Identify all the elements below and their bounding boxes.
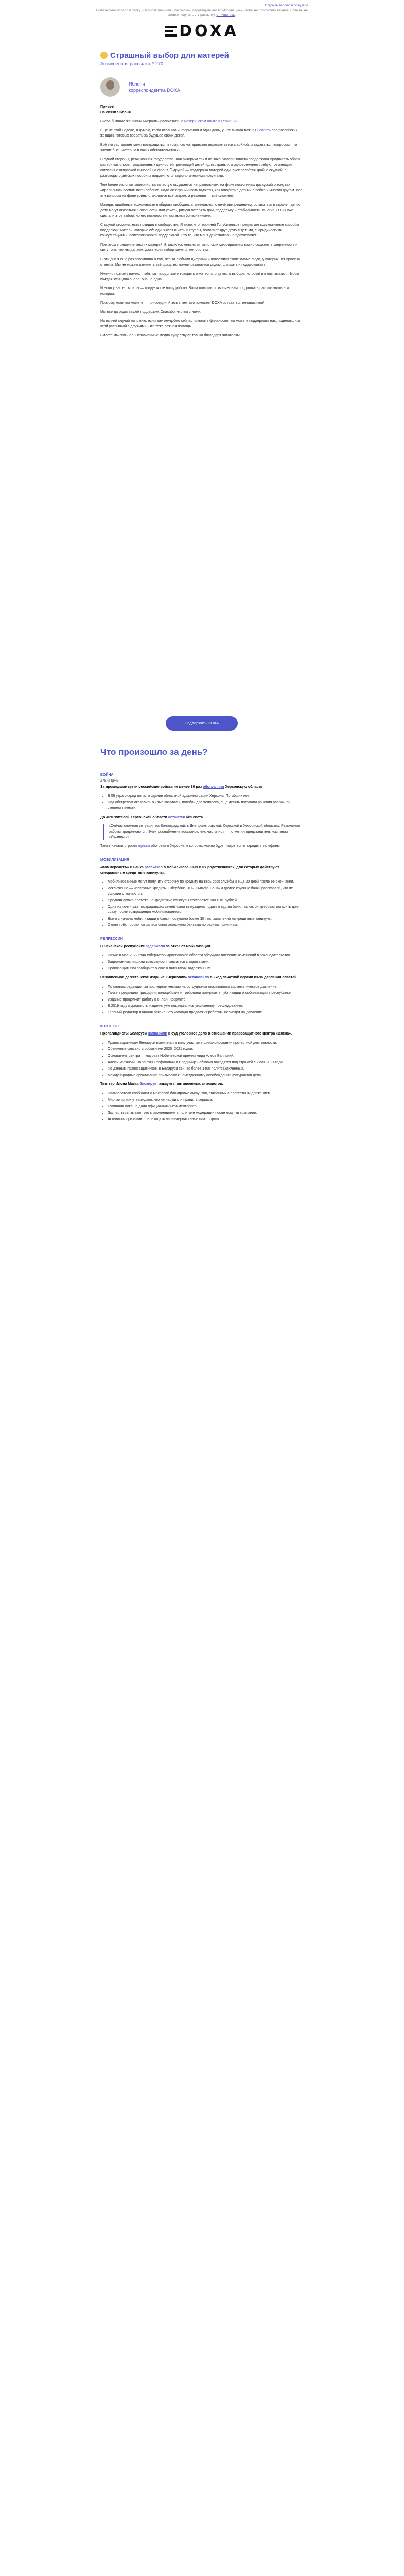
intro-paragraph: Именно поэтому важно, чтобы мы продолжали говорить о матерях, о детях, о выборе, который им навязывают. Чтобы каждая женщина знала: она не одна. [100,272,300,281]
list-item: • Многие из них утверждают, что не нарушали правила сервиса. [108,1098,304,1104]
intro-paragraph: На всякий случай напомню: если вам неудобно сейчас помогать финансово, вы можете поддержать нас, поделившись этой рассылкой с друзьями. Это тоже важная помощь. [100,319,301,329]
intro-paragraph: Матери, лишённые возможности выбирать свободно, сталкиваются с нелёгким решением: оставаться в стране, где их дети могут оказаться в опасности, или уехать, рискуя потерять дом, поддержку и стабильность. Многие из них уже сделали этот выбор, но его последствия остаются болезненными. [100,203,300,218]
repressions-list [100,953,304,972]
issue-title [100,51,229,60]
list-item: • Правозащитникам Беларуси вменяется в вину участие в финансировании протестной деятельности. [108,1041,304,1046]
news-section-title: Что произошло за день? [100,747,208,757]
list-item: • Активисты призывают переходить на альтернативные платформы. [108,1117,304,1123]
news-link[interactable]: остановило [188,976,209,980]
intro-paragraph: С другой стороны, есть позиция в сообществе. Я знаю, что героиней Голубятников предлагает коллективные способы поддержки: матери, которые объединяются в чаты и группы, помогают друг другу с детьми, с юридическими консультациями, психологической поддержкой. Это то, что меня действительно вдохновляет. [100,223,300,238]
news-link[interactable]: рассказал [144,866,163,870]
context-list [100,1041,304,1079]
list-item: • Исключение — ипотечные кредиты. Сбербанк, ВТБ, «Альфа-Банк» и другие крупные банки рассказали, что их условия отличаются. [108,886,304,897]
news-paragraph: Также начали строить [100,844,137,848]
greeting: Привет! [100,105,115,109]
intro-paragraph: Мы всегда рады вашей поддержке. Спасибо, что вы с нами. [100,310,201,314]
intro-link[interactable]: материнском опыте в Германии [184,120,238,124]
top-note-text: Если письмо попало в папку «Промоакции» или «Рассылки», перетащите его во «Входящие», чтобы не пропустить важное. Если вы не хотите получать эту рассылку, [96,9,308,17]
list-item: • Обвинение связано с событиями 2020–2021 годов. [108,1047,304,1053]
news-lead-tail: Херсонскую область [225,785,263,789]
list-item: • Около трёх процентов заявок были отклонены банками по разным причинам. [108,923,304,928]
news-link[interactable]: остаются [168,815,185,819]
context-list-2 [100,1091,304,1123]
list-item: • Позже в мае 2022 года губернатор Ярославской области обсуждал внесение изменений в законодательство. [108,953,304,959]
mobilization-list [100,879,304,928]
news-body [100,773,304,1126]
quote-block: «Сейчас сложная ситуация на Волгоградской, в Днепропетровской, Одесской и Херсонской областях. Ремонтные работы продолжаются. Электроснабжение восстановлено частично», — отметил представитель компании «Укрэнерго». [103,824,304,840]
news-lead: Пропагандисты Беларуси [100,1032,147,1036]
emoji-icon [100,52,108,59]
intro-text [100,105,304,343]
news-lead-tail: без света [186,815,203,819]
intro-paragraph: Вчера бывшие женщины-мигранты рассказали, о [100,120,183,124]
intro-paragraph: Вместе мы сильнее. Независимые медиа существуют только благодаря читателям. [100,334,241,337]
list-item: • Под обстрелом оказались жилые кварталы, погибли два человека, ещё десять получили ранения различной степени тяжести. [108,800,304,811]
brand-logo[interactable] [0,22,404,40]
intro-paragraph-tail: . [237,120,239,124]
support-doxa-button[interactable]: Поддержать DOXA [166,716,238,731]
browser-version-link[interactable]: Открыть версию в браузере [265,4,308,7]
list-item: • Правозащитники сообщают о ещё о пяти таких задержанных. [108,966,304,972]
repressions-heading: РЕПРЕССИИ [100,937,123,941]
intro-paragraph: Тем более это опыт материнства зачастую ощущается неправильным: на фоне постоянных дискуссий о том, как «правильно» воспитывать ребёнка, надо ли ограничивать гаджеты, как говорить с детьми о войне и многом другом. Всё эти вопросы на фоне войны становятся всё острее, а решения — всё сложнее. [100,183,303,198]
list-item: • Издание продолжит работу в онлайн-формате. [108,997,304,1003]
war-date: 278-й день [100,778,119,783]
news-link[interactable]: задержали [146,944,165,948]
author-name: Яблоня [129,81,145,87]
war-list [100,794,304,811]
list-item: • Основатель центра — лауреат Нобелевской премии мира Алесь Беляцкий. [108,1054,304,1059]
intro-paragraph: Ещё не этой неделе, я думаю, когда всплыла информация и один день, у нее вышла важная [100,128,257,132]
intro-paragraph: При этом в решение многих матерей. В таких маленьких активистских мероприятиях важно сохранять уверенность и силу того, что мы делаем, даже если выбор кажется непростым. [100,243,298,252]
news-lead-tail: за отказ от мобилизации. [166,944,212,948]
news-lead-tail: аккаунты антивоенных активистов. [159,1082,223,1087]
list-item: • В 08 утра снаряд попал в здание областной администрации Херсона. Погибших нет. [108,794,304,800]
top-note-line [0,8,404,18]
intro-paragraph: И если у вас есть силы — поддержите нашу работу. Ваша помощь позволяет нам продолжать рассказывать эти истории. [100,286,289,296]
list-item: • Алесь Беляцкий, Валентин Стефанович и Владимир Лабкович находятся под стражей с июля 2021 года. [108,1060,304,1066]
mobilization-heading: МОБИЛИЗАЦИЯ [100,858,129,862]
list-item: • В 2019 году журналисты издания уже подвергались уголовному преследованию. [108,1004,304,1009]
top-unsubscribe-link[interactable]: отпишитесь [216,13,235,17]
intro-link[interactable]: новость [257,128,271,132]
issue-title-text: Страшный выбор для матерей [110,51,229,60]
author-role: корреспондентка DOXA [129,88,180,93]
list-item: • По словам редакции, за последние месяцы на сотрудников оказывалось систематическое давление. [108,985,304,990]
list-item: • Международные организации призывают к немедленному освобождению фигурантов дела. [108,1073,304,1079]
intro-paragraph: С одной стороны, реакционная государственная риторика так и не закончилась: власти продолжают продвигать образ матери как опоры традиционных ценностей, рожающей детей «для страны», и одновременно требуют от женщин согласия с отправкой сыновей на фронт. С другой — поддержка матерей-одиночек остаётся крайне скудной, а разговоры о детских пособиях подменяются идеологическими лозунгами. [100,158,300,178]
repressions-list-2 [100,985,304,1016]
news-lead-tail: выход печатной версии из-за давления властей. [210,976,298,980]
context-heading: КОНТЕКСТ [100,1024,120,1028]
greeting-name: На связи Яблоня. [100,110,132,114]
top-note-tail: . [235,13,236,17]
logo-bars-icon [165,26,178,37]
news-lead: В Чеченской республике [100,944,145,948]
list-item: • Средняя сумма платежа на кредитные каникулы составляет 600 тыс. рублей. [108,898,304,904]
list-item: • Компания пока не дала официальных комментариев. [108,1104,304,1110]
intro-paragraph: Всё это заставляет меня возвращаться к тому, как материнство переплетается с войной, и задаваться вопросом: что значит быть матерью в таких обстоятельствах? [100,143,297,152]
list-item: • Главный редактор издания заявил, что команда продолжит работать несмотря на давление. [108,1010,304,1016]
list-item: • Также в редакцию приходили полицейские и требовали прекратить публикации о мобилизации в республике. [108,991,304,996]
intro-paragraph: В эти дни я ещё раз вспомнила о том, что за любыми цифрами и новостями стоят живые люди, у которых нет простых ответов. Мы не можем изменить всё сразу, но можем оставаться рядом, слышать и поддерживать. [100,258,300,267]
intro-paragraph-tail: про российских женщин, готовых воевать за будущее своих детей. [100,128,297,138]
news-lead: Твиттер Илона Маска [100,1082,139,1087]
news-lead: До 40% жителей Херсонской области [100,815,167,819]
logo-text: DOXA [179,22,239,40]
news-paragraph-tail: обогрева в Херсоне, в которых можно будет погреться и зарядить телефоны. [151,844,281,848]
news-lead: Независимое дагестанское издание «Черновик» [100,976,187,980]
list-item: • Всего с начала мобилизации в банки поступило более 30 тыс. заявлений на кредитные каникулы. [108,917,304,922]
intro-paragraph: Поэтому, если вы можете — присоединяйтесь к тем, кто помогает DOXA оставаться независимой. [100,301,266,305]
news-lead: «Коммерсантъ» с Банка [100,866,144,870]
war-heading: ВОЙНА [100,773,114,777]
list-item: • Мобилизованные могут получить отсрочку по кредиту на весь срок службы и ещё 30 дней после её окончания. [108,879,304,885]
news-lead-tail: о мобилизованных и их родственниках, для которых действуют специальные кредитные каникулы. [100,866,279,875]
issue-subtitle: Антивоенная рассылка # 270 [100,61,164,66]
news-lead-tail: в суд уголовное дело в отношении правозащитного центра «Вясна». [168,1032,292,1036]
list-item: • Одна из почти уже пострадавших семей была вынуждена подать в суд на банк, так как он требовал погасить долг сразу после возвращения мобилизованного. [108,905,304,916]
list-item: • Пользователи сообщают о массовой блокировке аккаунтов, связанных с протестным движением. [108,1091,304,1097]
list-item: • Эксперты связывают это с изменениями в политике модерации после покупки компании. [108,1111,304,1116]
news-link[interactable]: блокирует [139,1082,159,1087]
avatar [100,77,120,97]
news-link[interactable]: направили [148,1032,167,1036]
list-item: • Задержанных лишили возможности связаться с адвокатами. [108,960,304,965]
news-link[interactable]: пункты [138,844,150,848]
list-item: • По данным правозащитников, в Беларуси сейчас более 1400 политзаключённых. [108,1066,304,1072]
news-lead: За прошедшие сутки российские войска не менее 30 раз [100,785,202,789]
news-link[interactable]: обстреляли [203,785,224,789]
